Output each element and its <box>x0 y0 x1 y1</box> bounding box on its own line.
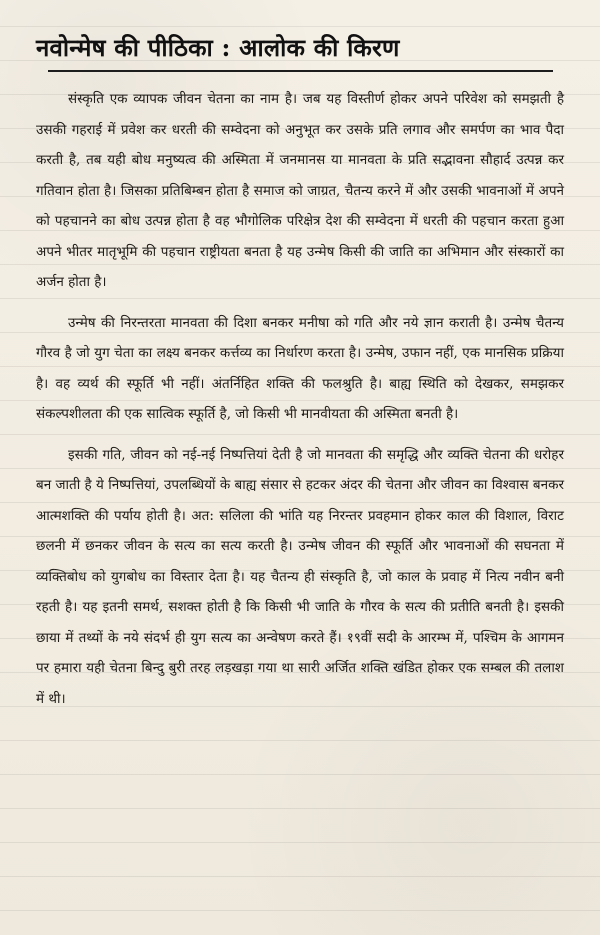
paragraph-1: संस्कृति एक व्यापक जीवन चेतना का नाम है। जब यह विस्तीर्ण होकर अपने परिवेश को समझती है उसकी गहराई में प्रवेश कर धरती की सम्वेदना को अनुभूत कर उसके प्रति लगाव और समर्पण का भाव पैदा करती है, तब यही बोध मनुष्यत्व की अस्मिता में जनमानस या मानवता के प्रति सद्भावना सौहार्द उत्पन्न कर गतिवान होता है। जिसका प्रतिबिम्बन होता है समाज को जाग्रत, चैतन्य करने में और उसकी भावनाओं में अपने को पहचानने का बोध उत्पन्न होता है वह भौगोलिक परिक्षेत्र देश की सम्वेदना में धरती की पहचान करता हुआ अपने भीतर मातृभूमि की पहचान राष्ट्रीयता बनता है यह उन्मेष किसी की जाति का अभिमान और संस्कारों का अर्जन होता है। <box>36 91 564 290</box>
paragraph-3: इसकी गति, जीवन को नई-नई निष्पत्तियां देती है जो मानवता की समृद्धि और व्यक्ति चेतना की धरोहर बन जाती है ये निष्पत्तियां, उपलब्धियों के बाह्य संसार से हटकर अंदर की चेतना और जीवन का विश्वास बनकर आत्मशक्ति की पर्याय होती है। अत: सलिला की भांति यह निरन्तर प्रवहमान होकर काल की विशाल, विराट छलनी में छनकर जीवन के सत्य का सत्य करती है। उन्मेष जीवन की स्फूर्ति और भावनाओं की सघनता में व्यक्तिबोध को युगबोध का विस्तार देता है। यह चैतन्य ही संस्कृति है, जो काल के प्रवाह में नित्य नवीन बनी रहती है। यह इतनी समर्थ, सशक्त होती है कि किसी भी जाति के गौरव के सत्य की प्रतीति बनती है। इसकी छाया में तथ्यों के नये संदर्भ ही युग सत्य का अन्वेषण करते हैं। १९वीं सदी के आरम्भ में, पश्चिम के आगमन पर हमारा यही चेतना बिन्दु बुरी तरह लड़खड़ा गया था सारी अर्जित शक्ति खंडित होकर एक सम्बल की तलाश में थी। <box>36 446 564 707</box>
title-underline <box>48 70 553 72</box>
page-title: नवोन्मेष की पीठिका : आलोक की किरण <box>36 33 400 62</box>
body-text <box>36 84 564 714</box>
paragraph-2: उन्मेष की निरन्तरता मानवता की दिशा बनकर मनीषा को गति और नये ज्ञान कराती है। उन्मेष चैतन्य गौरव है जो युग चेता का लक्ष्य बनकर कर्त्तव्य का निर्धारण करता है। उन्मेष, उफान नहीं, एक मानसिक प्रक्रिया है। वह व्यर्थ की स्फूर्ति भी नहीं। अंतर्निहित शक्ति की फलश्रुति है। बाह्य स्थिति को देखकर, समझकर संकल्पशीलता की एक सात्विक स्फूर्ति है, जो किसी भी मानवीयता की अस्मिता बनती है। <box>36 314 564 422</box>
